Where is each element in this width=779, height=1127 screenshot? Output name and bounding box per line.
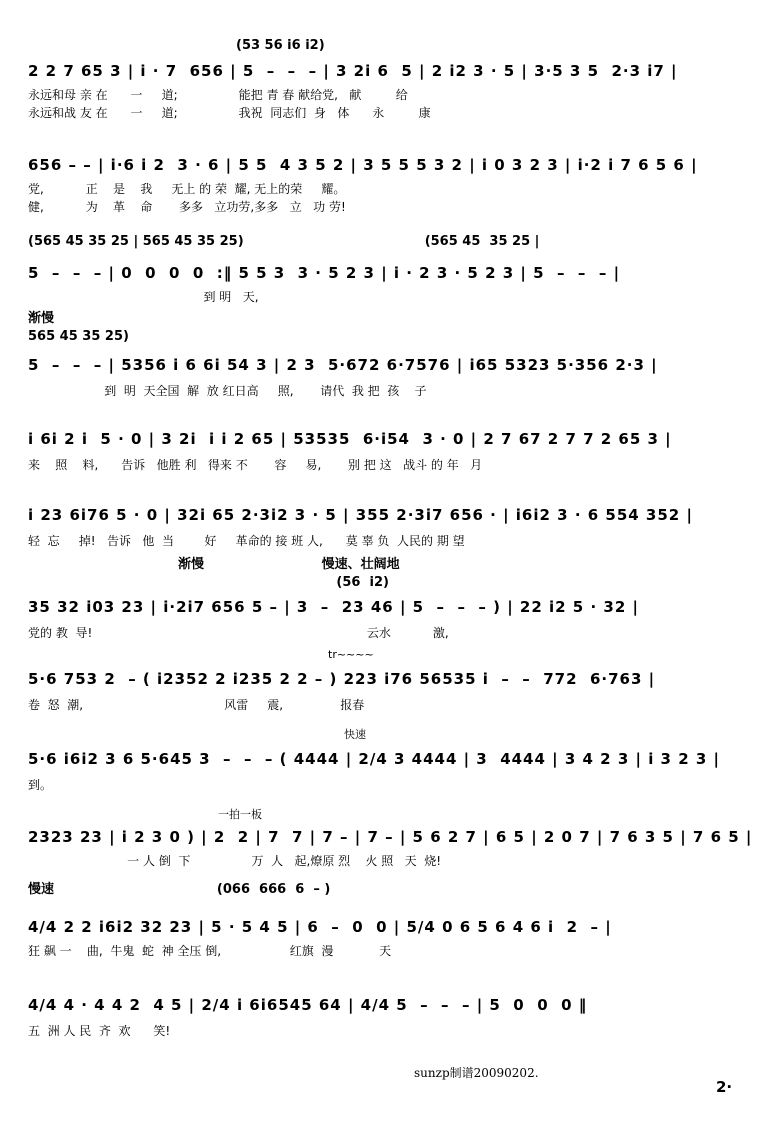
lyrics-verse-1: 到。 bbox=[28, 778, 53, 792]
lyrics-verse-1: 到 明 天, bbox=[28, 290, 259, 304]
score-system-5 bbox=[28, 418, 744, 478]
score-system-2 bbox=[28, 148, 744, 218]
lyrics-verse-1: 狂 飙 一 曲, 牛鬼 蛇 神 全压 倒, 红旗 漫 天 bbox=[28, 944, 392, 958]
system-annotation: 慢速 (066 666 6 – ) bbox=[28, 882, 331, 897]
tempo-mark: 一拍一板 bbox=[218, 808, 262, 821]
system-annotation: (53 56 i6 i2) bbox=[236, 38, 325, 53]
tempo-mark: 快速 bbox=[344, 728, 366, 741]
score-system-3 bbox=[28, 228, 744, 308]
notation-line: 2 2 7 65 3 | i · 7 656 | 5 – – – | 3 2i 6 5 | 2 i2 3 · 5 | 3·5 3 5 2·3 i7 | bbox=[28, 62, 678, 80]
lyrics-verse-1: 到 明 天全国 解 放 红日高 照, 请代 我 把 孩 子 bbox=[28, 384, 427, 398]
lyrics-verse-1: 来 照 料, 告诉 他胜 利 得来 不 容 易, 别 把 这 战斗 的 年 月 bbox=[28, 458, 483, 472]
system-annotation: 渐慢 慢速、壮阔地 (56 i2) bbox=[178, 557, 400, 590]
lyrics-verse-1: 党的 教 导! 云水 激, bbox=[28, 626, 449, 640]
score-system-12 bbox=[28, 986, 744, 1046]
score-system-6 bbox=[28, 494, 744, 554]
lyrics-verse-2: 永远和战 友 在 一 道; 我祝 同志们 身 体 永 康 bbox=[28, 106, 431, 120]
trill-mark: tr~~~~ bbox=[328, 648, 374, 661]
notation-line: 4/4 4 · 4 4 2 4 5 | 2/4 i 6i6545 64 | 4/4 5 – – – | 5 0 0 0 ‖ bbox=[28, 996, 588, 1014]
lyrics-verse-1: 一 人 倒 下 万 人 起,燎原 烈 火 照 天 烧! bbox=[28, 854, 442, 868]
notation-line: 35 32 i03 23 | i·2i7 656 5 – | 3 – 23 46 | 5 – – – ) | 22 i2 5 · 32 | bbox=[28, 598, 639, 616]
lyrics-verse-2: 健, 为 革 命 多多 立功劳,多多 立 功 劳! bbox=[28, 200, 346, 214]
notation-line: 5·6 i6i2 3 6 5·645 3 – – – ( 4444 | 2/4 3 4444 | 3 4444 | 3 4 2 3 | i 3 2 3 | bbox=[28, 750, 721, 768]
system-annotation: 渐慢 565 45 35 25) bbox=[28, 311, 129, 344]
score-system-8 bbox=[28, 648, 744, 718]
notation-line: 5 – – – | 0 0 0 0 :‖ 5 5 3 3 · 5 2 3 | i · 2 3 · 5 2 3 | 5 – – – | bbox=[28, 264, 621, 282]
score-system-1 bbox=[28, 38, 744, 118]
notation-line: 2323 23 | i 2 3 0 ) | 2 2 | 7 7 | 7 – | 7 – | 5 6 2 7 | 6 5 | 2 0 7 | 7 6 3 5 | 7 6 5 | bbox=[28, 828, 753, 846]
transcriber-credit: sunzp制谱20090202. bbox=[414, 1066, 539, 1080]
page-number: 2· bbox=[716, 1078, 733, 1096]
score-system-9 bbox=[28, 726, 744, 796]
lyrics-verse-1: 轻 忘 掉! 告诉 他 当 好 革命的 接 班 人, 莫 辜 负 人民的 期 望 bbox=[28, 534, 465, 548]
lyrics-verse-1: 五 洲 人 民 齐 欢 笑! bbox=[28, 1024, 171, 1038]
score-system-11 bbox=[28, 876, 744, 956]
notation-line: 5·6 753 2 – ( i2352 2 i235 2 2 – ) 223 i76 56535 i – – 772 6·763 | bbox=[28, 670, 656, 688]
system-annotation: (565 45 35 25 | 565 45 35 25) (565 45 35 25 | bbox=[28, 234, 540, 249]
lyrics-verse-1: 永远和母 亲 在 一 道; 能把 青 春 献给党, 献 给 bbox=[28, 88, 408, 102]
notation-line: 5 – – – | 5356 i 6 6i 54 3 | 2 3 5·672 6·7576 | i65 5323 5·356 2·3 | bbox=[28, 356, 658, 374]
notation-line: i 6i 2 i 5 · 0 | 3 2i i i 2 65 | 53535 6·i54 3 · 0 | 2 7 67 2 7 7 2 65 3 | bbox=[28, 430, 672, 448]
notation-line: i 23 6i76 5 · 0 | 32i 65 2·3i2 3 · 5 | 355 2·3i7 656 · | i6i2 3 · 6 554 352 | bbox=[28, 506, 693, 524]
lyrics-verse-1: 党, 正 是 我 无上 的 荣 耀, 无上的荣 耀。 bbox=[28, 182, 346, 196]
notation-line: 656 – – | i·6 i 2 3 · 6 | 5 5 4 3 5 2 | 3 5 5 5 3 2 | i 0 3 2 3 | i·2 i 7 6 5 6 | bbox=[28, 156, 698, 174]
notation-line: 4/4 2 2 i6i2 32 23 | 5 · 5 4 5 | 6 – 0 0 | 5/4 0 6 5 6 4 6 i 2 – | bbox=[28, 918, 612, 936]
score-system-4 bbox=[28, 308, 744, 398]
score-system-10 bbox=[28, 806, 753, 876]
lyrics-verse-1: 卷 怒 潮, 风雷 震, 报春 bbox=[28, 698, 365, 712]
score-system-7 bbox=[28, 554, 744, 644]
